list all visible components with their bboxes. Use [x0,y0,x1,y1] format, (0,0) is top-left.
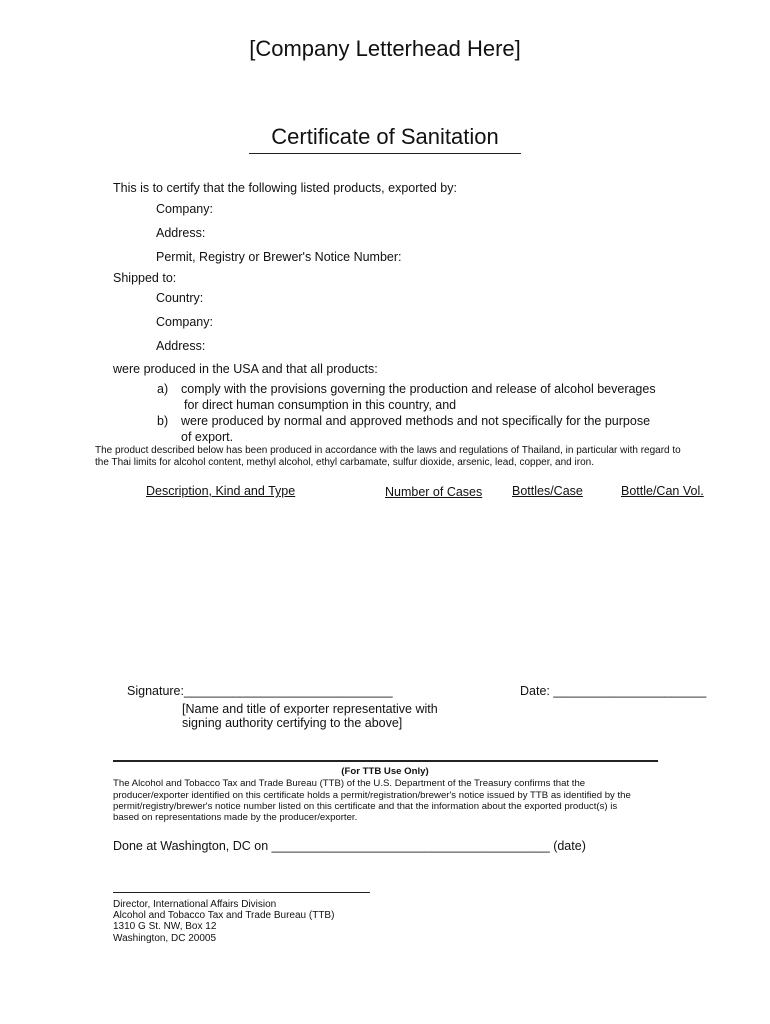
clause-a-marker: a) [157,382,169,396]
header-description: Description, Kind and Type [146,484,296,498]
director-bureau: Alcohol and Tobacco Tax and Trade Bureau (TTB) [113,910,335,921]
clause-a-line1: comply with the provisions governing the production and release of alcohol beverages [181,382,656,396]
clause-b-line1: were produced by normal and approved methods and not specifically for the purpose [181,414,651,428]
clause-a-line2: for direct human consumption in this country, and [184,398,457,412]
thailand-note-line2: the Thai limits for alcohol content, methyl alcohol, ethyl carbamate, sulfur dioxide, arsenic, lead, copper, and iron. [95,457,594,468]
exporter-permit-label: Permit, Registry or Brewer's Notice Number: [156,250,402,264]
signature-line: Signature:______________________________ [127,684,393,698]
clause-b-marker: b) [157,414,169,428]
thailand-note-line1: The product described below has been produced in accordance with the laws and regulations of Thailand, in particular with regard to [95,445,681,456]
director-signature-line [113,892,370,893]
date-line: Date: ______________________ [520,684,707,698]
title-underline [249,153,521,154]
exporter-address-label: Address: [156,226,206,240]
exporter-company-label: Company: [156,202,213,216]
ttb-text-line3: permit/registry/brewer's notice number listed on this certificate and that the information about the exported product(s) is [113,801,618,812]
signature-note-line2: signing authority certifying to the above] [182,716,403,730]
director-title: Director, International Affairs Division [113,899,277,910]
washington-date-line: Done at Washington, DC on ________________________________________ (date) [113,839,586,853]
exporter-intro: This is to certify that the following listed products, exported by: [113,181,457,195]
director-city: Washington, DC 20005 [113,933,217,944]
signature-note-line1: [Name and title of exporter representative with [182,702,438,716]
clause-b-line2: of export. [181,430,234,444]
shipped-country-label: Country: [156,291,204,305]
shipped-address-label: Address: [156,339,206,353]
shipped-company-label: Company: [156,315,213,329]
ttb-heading: (For TTB Use Only) [341,766,429,777]
products-intro: were produced in the USA and that all products: [113,362,378,376]
director-street: 1310 G St. NW, Box 12 [113,921,217,932]
certificate-title: Certificate of Sanitation [271,124,499,149]
ttb-text-line2: producer/exporter identified on this certificate holds a permit/registration/brewer's notice issued by TTB as identified by the [113,790,631,801]
shipped-to-label: Shipped to: [113,271,177,285]
header-bottles-per-case: Bottles/Case [512,484,583,498]
ttb-divider [113,760,658,762]
header-number-of-cases: Number of Cases [385,485,483,499]
letterhead-placeholder: [Company Letterhead Here] [249,36,521,61]
ttb-text-line1: The Alcohol and Tobacco Tax and Trade Bureau (TTB) of the U.S. Department of the Treasury confirms that the [113,778,586,789]
header-bottle-volume: Bottle/Can Vol. [621,484,704,498]
ttb-text-line4: based on representations made by the producer/exporter. [113,812,358,823]
